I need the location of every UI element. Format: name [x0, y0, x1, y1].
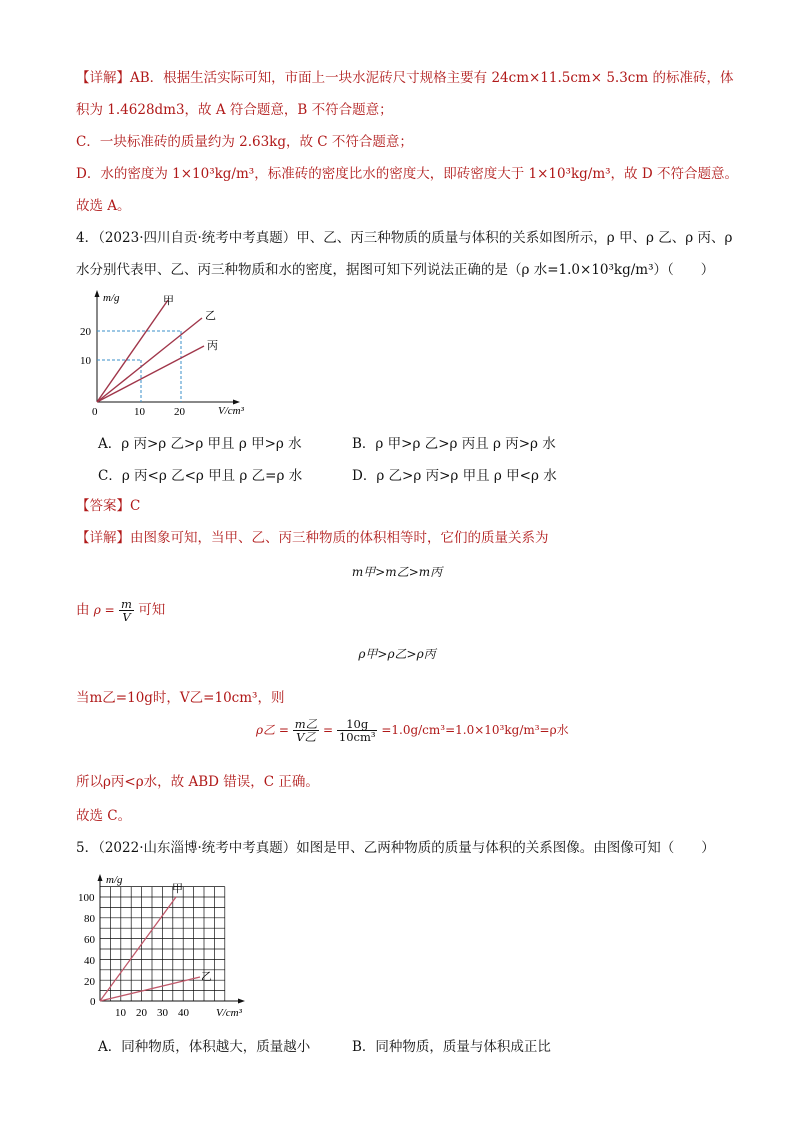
from-prefix: 由	[76, 602, 90, 619]
question-4-stem-line-1: 4．（2023·四川自贡·统考中考真题）甲、乙、丙三种物质的质量与体积的关系如图所示，ρ 甲、ρ 乙、ρ 丙、ρ	[76, 230, 733, 246]
detail-line	[76, 526, 549, 546]
detail-line-2: 积为 1.4628dm3，故 A 符合题意，B 不符合题意；	[76, 102, 393, 118]
graph-2-xlabel: V/cm³	[216, 1007, 242, 1019]
graph-1-xtick: 10	[134, 406, 145, 418]
detail-option-c: C．一块标准砖的质量约为 2.63kg，故 C 不符合题意；	[76, 134, 413, 150]
graph-2-y-arrow	[98, 874, 103, 881]
graph-1-ytick: 10	[80, 355, 91, 367]
graph-1-origin: 0	[92, 406, 98, 418]
density-formula-line	[76, 598, 165, 623]
graph-2-ytick: 80	[84, 913, 95, 925]
equation-mass-order: m甲>m乙>m丙	[351, 565, 443, 579]
detail-line-1	[76, 66, 733, 86]
option-c[interactable]: C．ρ 丙<ρ 乙<ρ 甲且 ρ 乙=ρ 水	[98, 468, 303, 484]
graph-1-line-bing	[97, 346, 204, 402]
graph-2-origin: 0	[90, 996, 96, 1008]
detail-conclusion: 故选 A。	[76, 198, 131, 214]
graph-1-label-yi: 乙	[205, 310, 216, 322]
calc-fraction-2	[337, 718, 378, 743]
question-5-stem: 5．（2022·山东淄博·统考中考真题）如图是甲、乙两种物质的质量与体积的关系图像。由图像可知（ ）	[76, 840, 715, 856]
graph-2-xtick: 40	[178, 1007, 189, 1019]
calc-fraction-1	[293, 718, 319, 743]
graph-2-ytick: 20	[84, 976, 95, 988]
density-fraction	[119, 598, 134, 623]
option-a[interactable]: A．ρ 丙>ρ 乙>ρ 甲且 ρ 甲>ρ 水	[98, 436, 302, 452]
graph-2-xtick: 10	[115, 1007, 126, 1019]
graph-2-ytick: 100	[78, 892, 95, 904]
graph-2-xtick: 30	[157, 1007, 168, 1019]
graph-1-line-jia	[97, 300, 168, 402]
graph-2-ylabel: m/g	[106, 874, 123, 886]
answer: 【答案】C	[76, 498, 141, 514]
graph-2-xtick: 20	[136, 1007, 147, 1019]
option-b[interactable]: B．同种物质，质量与体积成正比	[352, 1039, 551, 1055]
fraction-denominator: V	[122, 610, 131, 625]
graph-2-ytick: 40	[84, 955, 95, 967]
graph-1	[80, 288, 260, 418]
graph-1-label-bing: 丙	[207, 340, 218, 352]
detail-tag: 【详解】	[76, 70, 130, 86]
graph-1-x-arrow	[233, 400, 240, 405]
option-d[interactable]: D．ρ 乙>ρ 丙>ρ 甲且 ρ 甲<ρ 水	[352, 468, 557, 484]
graph-2-label-jia: 甲	[172, 883, 183, 895]
graph-2	[70, 870, 260, 1022]
detail-text: AB．根据生活实际可知，市面上一块水泥砖尺寸规格主要有 24cm×11.5cm× 5.3cm 的标准砖，体	[130, 70, 734, 86]
detail-text: 由图象可知，当甲、乙、丙三种物质的体积相等时，它们的质量关系为	[130, 530, 549, 546]
graph-2-grid	[100, 887, 225, 1001]
graph-1-xlabel: V/cm³	[218, 405, 244, 417]
question-4-stem-line-2: 水分别代表甲、乙、丙三种物质和水的密度，据图可知下列说法正确的是（ρ 水=1.0×10³kg/m³）（ ）	[76, 262, 715, 278]
detail-tag: 【详解】	[76, 530, 130, 546]
fraction-numerator: m	[121, 597, 132, 611]
graph-1-ylabel: m/g	[103, 292, 120, 304]
rho-symbol: ρ =	[93, 603, 115, 618]
conclusion: 故选 C。	[76, 808, 132, 824]
when-line: 当m乙=10g时，V乙=10cm³，则	[76, 690, 285, 706]
graph-1-ytick: 20	[80, 326, 91, 338]
equation-density-order: ρ甲>ρ乙>ρ丙	[358, 647, 436, 661]
option-b[interactable]: B．ρ 甲>ρ 乙>ρ 丙且 ρ 丙>ρ 水	[352, 436, 556, 452]
so-line: 所以ρ丙<ρ水，故 ABD 错误，C 正确。	[76, 774, 319, 790]
graph-2-ytick: 60	[84, 934, 95, 946]
graph-2-x-arrow	[238, 999, 245, 1004]
fraction-denominator: V乙	[296, 730, 316, 745]
graph-1-xtick: 20	[174, 406, 185, 418]
graph-1-label-jia: 甲	[163, 295, 174, 307]
calc-rest: =1.0g/cm³=1.0×10³kg/m³=ρ水	[381, 723, 569, 738]
fraction-denominator: 10cm³	[338, 730, 376, 745]
graph-1-y-arrow	[95, 290, 100, 297]
graph-2-label-yi: 乙	[201, 971, 212, 983]
option-a[interactable]: A．同种物质，体积越大，质量越小	[98, 1039, 311, 1055]
fraction-numerator: m乙	[294, 717, 318, 731]
calculation-line	[256, 718, 569, 743]
calc-eq: =	[323, 723, 334, 738]
fraction-numerator: 10g	[337, 718, 378, 731]
detail-option-d: D．水的密度为 1×10³kg/m³，标准砖的密度比水的密度大，即砖密度大于 1×10³kg/m³，故 D 不符合题意。	[76, 166, 738, 182]
from-suffix: 可知	[138, 602, 166, 619]
calc-lhs: ρ乙 =	[256, 723, 289, 738]
